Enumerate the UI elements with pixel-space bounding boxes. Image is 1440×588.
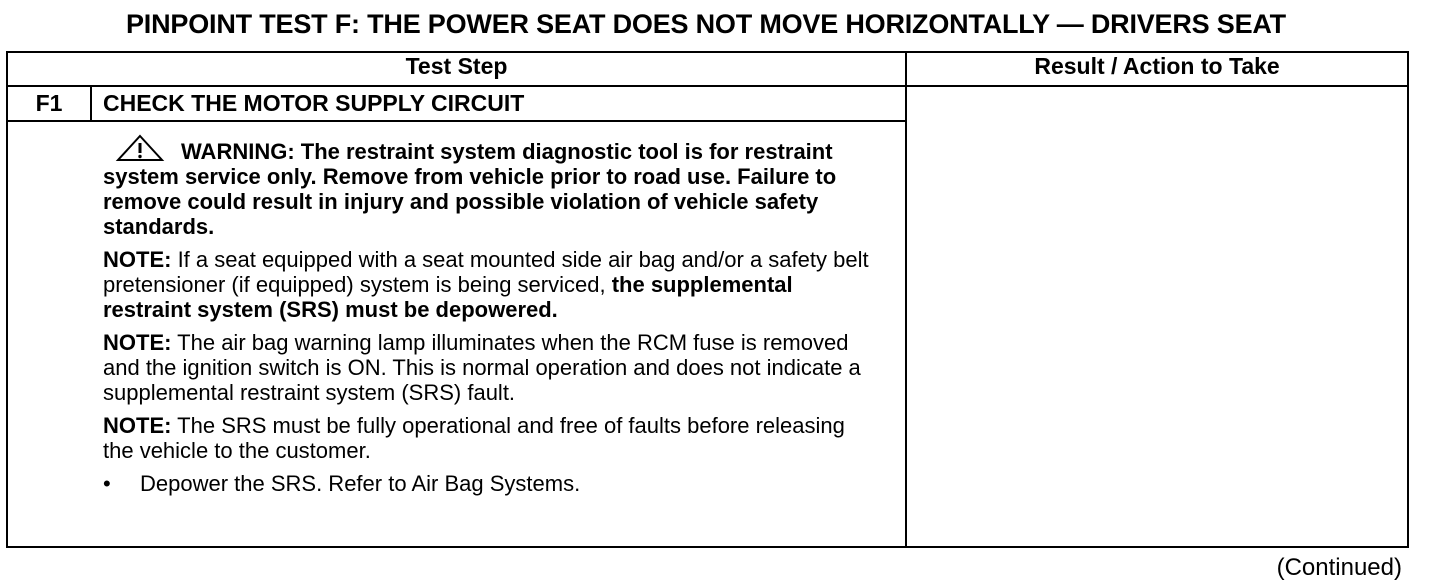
warning-triangle-icon bbox=[115, 134, 165, 162]
note-label: NOTE: bbox=[103, 413, 172, 438]
step-title-row bbox=[7, 86, 1408, 121]
note-text: The SRS must be fully operational and free of faults before releasing the vehicle to the customer. bbox=[103, 413, 845, 463]
note-label: NOTE: bbox=[103, 330, 172, 355]
page-title: PINPOINT TEST F: THE POWER SEAT DOES NOT MOVE HORIZONTALLY — DRIVERS SEAT bbox=[126, 9, 1286, 39]
bullet-mark: • bbox=[103, 471, 111, 496]
note-text: If a seat equipped with a seat mounted side air bag and/or a safety belt pretensioner (if equipped) system is being serviced, bbox=[103, 247, 869, 297]
note-airbag-lamp bbox=[103, 330, 875, 405]
action-bullet bbox=[103, 471, 875, 496]
step-body-cell bbox=[7, 121, 906, 547]
pinpoint-test-table bbox=[6, 51, 1409, 548]
col-header-test-step: Test Step bbox=[7, 52, 906, 86]
continued-label: (Continued) bbox=[1276, 554, 1402, 581]
note-srs-operational bbox=[103, 413, 875, 463]
result-cell bbox=[906, 86, 1408, 547]
note-emphasis: the supplemental restraint system (SRS) must be depowered. bbox=[103, 272, 793, 322]
note-text: The air bag warning lamp illuminates when the RCM fuse is removed and the ignition switch is ON. This is normal operation and does not indicate a supplemental restraint system (SRS) fault. bbox=[103, 330, 861, 405]
bullet-text: Depower the SRS. Refer to Air Bag Systems. bbox=[140, 471, 581, 496]
col-header-result: Result / Action to Take bbox=[906, 52, 1408, 86]
note-label: NOTE: bbox=[103, 247, 172, 272]
step-id: F1 bbox=[7, 86, 91, 121]
step-title: CHECK THE MOTOR SUPPLY CIRCUIT bbox=[91, 86, 906, 121]
step-content bbox=[8, 122, 905, 496]
warning-block bbox=[103, 134, 875, 239]
table-header-row bbox=[7, 52, 1408, 86]
note-srs-depower bbox=[103, 247, 875, 322]
warning-text: WARNING: The restraint system diagnostic tool is for restraint system service only. Remove from vehicle prior to road use. Failure to remove could result in injury and possible violation of vehicle safety standards. bbox=[103, 139, 837, 239]
